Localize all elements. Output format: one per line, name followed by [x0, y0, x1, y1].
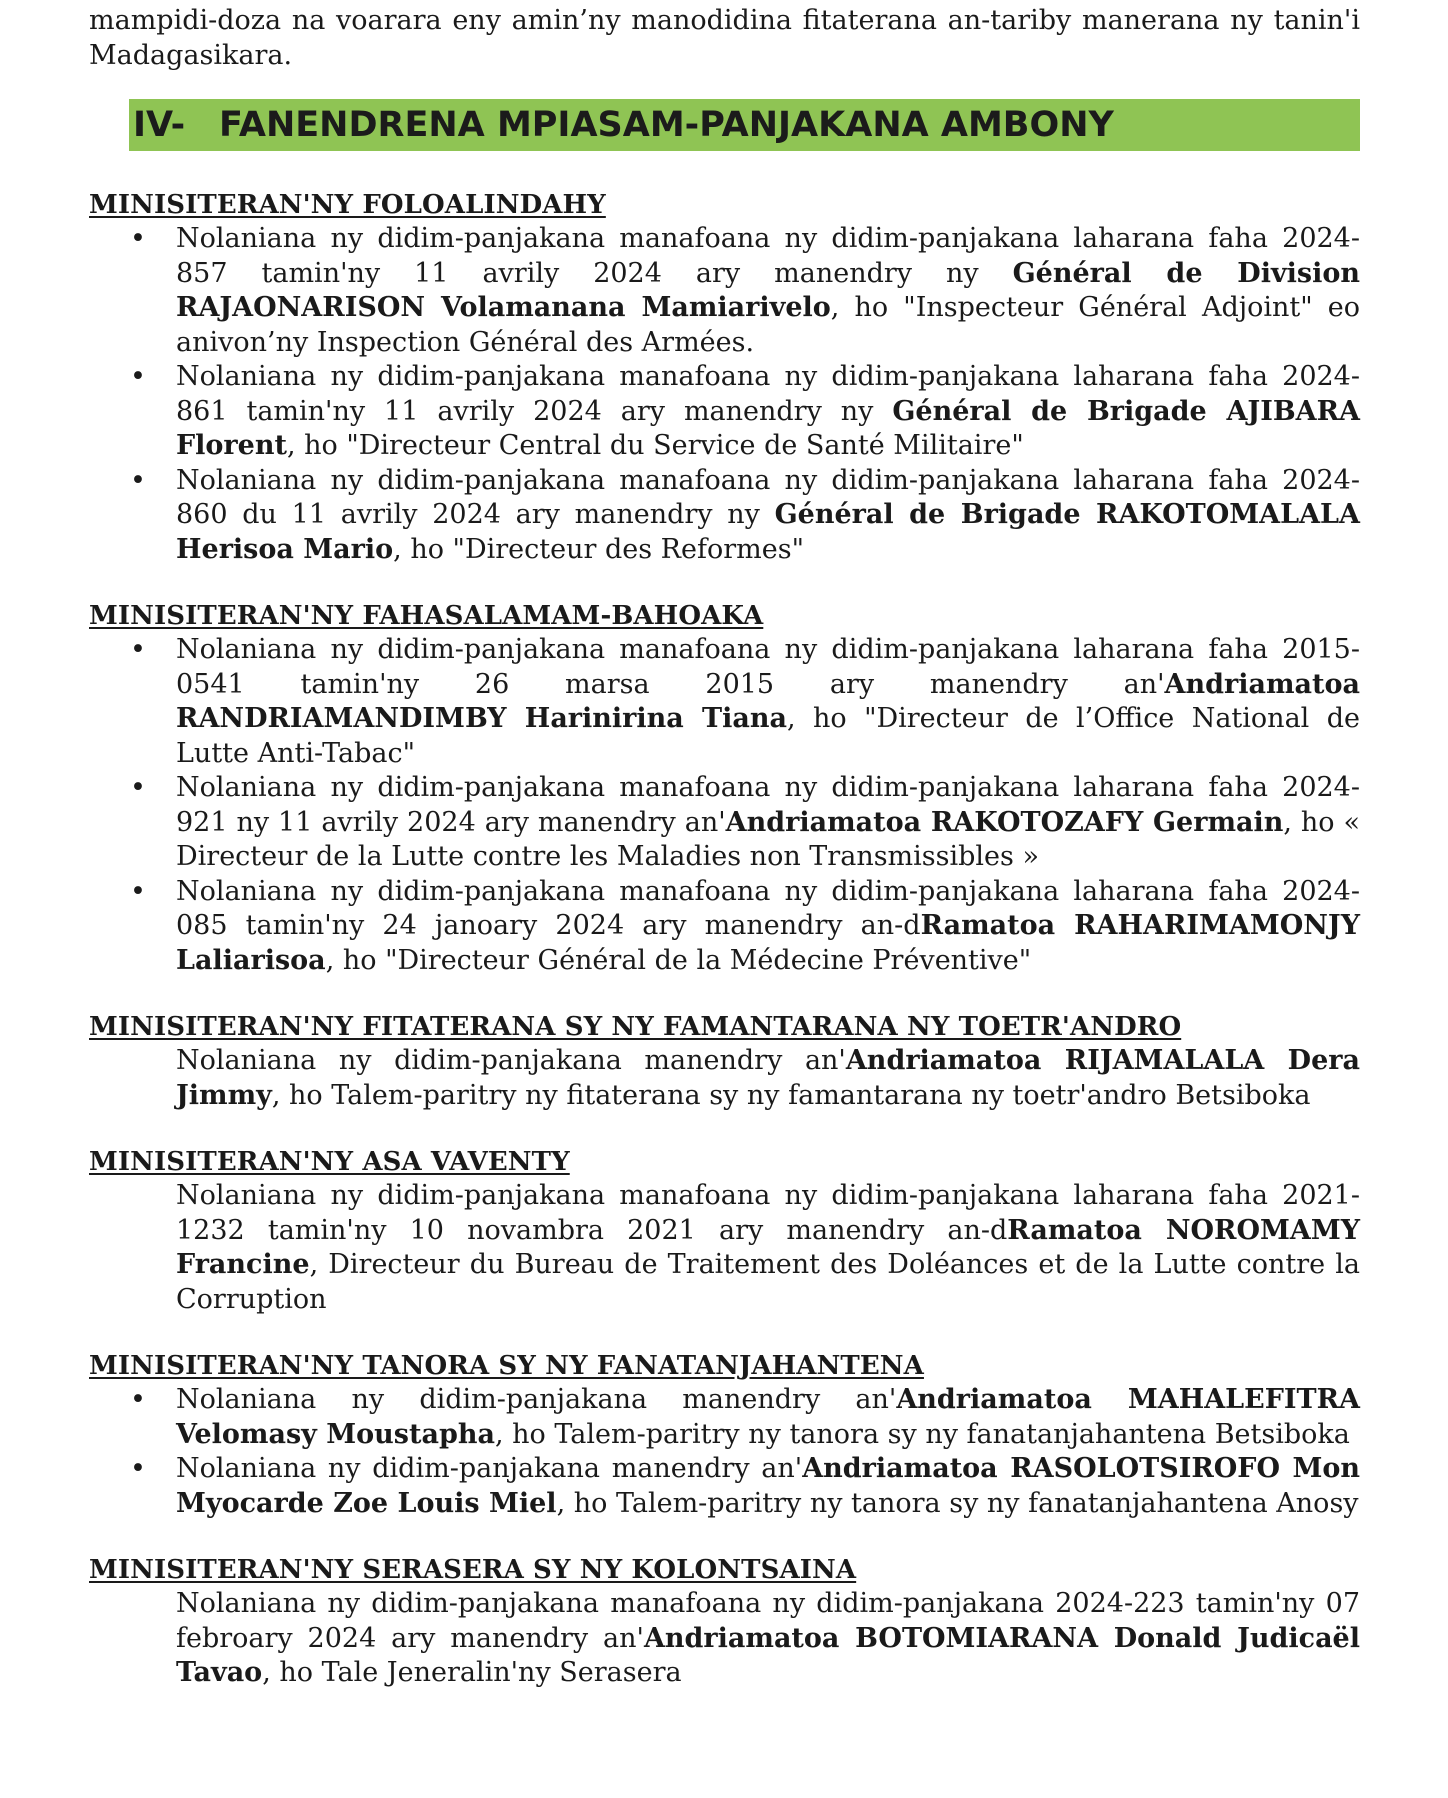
item-text: Nolaniana ny didim-panjakana manafoana ny didim-panjakana laharana faha 2024-857 tamin'ny 11 avrily 2024 ary manendry ny — [176, 223, 1360, 289]
list-item — [89, 875, 1360, 979]
bullet-icon: • — [130, 875, 146, 907]
item-text: , ho "Directeur de l’Office National de Lutte Anti-Tabac" — [176, 703, 1360, 769]
section-asa-vaventy — [89, 1146, 1360, 1317]
banner-title: FANENDRENA MPIASAM-PANJAKANA AMBONY — [219, 105, 1114, 145]
list-item — [89, 222, 1360, 360]
item-text: , ho "Directeur des Reformes" — [393, 533, 804, 565]
item-text: Nolaniana ny didim-panjakana manendry an' — [176, 1453, 803, 1484]
bullet-icon: • — [130, 464, 146, 496]
bullet-icon: • — [130, 1384, 146, 1415]
appointee-name: Général de Brigade RAKOTOMALALA Herisoa Mario — [176, 499, 1360, 565]
appointment-paragraph — [89, 1044, 1360, 1113]
section-heading: MINISITERAN'NY SERASERA SY NY KOLONTSAINA — [89, 1555, 857, 1585]
item-text: , ho "Directeur Central du Service de Santé Militaire" — [286, 430, 1024, 461]
appointee-name: Andriamatoa RIJAMALALA Dera Jimmy — [176, 1045, 1360, 1111]
section-tanora — [89, 1350, 1360, 1521]
item-text: , ho Tale Jeneralin'ny Serasera — [262, 1657, 682, 1688]
list-item — [89, 771, 1360, 875]
item-text: Nolaniana ny didim-panjakana manendry an' — [176, 1384, 897, 1415]
appointment-list — [89, 633, 1360, 978]
list-item — [89, 633, 1360, 771]
list-item — [89, 1383, 1360, 1452]
section-heading: MINISITERAN'NY ASA VAVENTY — [89, 1147, 570, 1177]
section-fahasalamam-bahoaka — [89, 600, 1360, 978]
appointment-list — [89, 222, 1360, 567]
appointee-name: Général de Brigade AJIBARA Florent — [176, 395, 1360, 461]
item-text: , ho Talem-paritry ny tanora sy ny fanatanjahantena Anosy — [556, 1487, 1359, 1519]
list-item — [89, 1452, 1360, 1521]
appointment-paragraph — [89, 1179, 1360, 1317]
bullet-icon: • — [130, 634, 146, 665]
section-heading: MINISITERAN'NY TANORA SY NY FANATANJAHANTENA — [89, 1351, 924, 1381]
appointee-name: Andriamatoa RANDRIAMANDIMBY Harinirina Tiana — [176, 668, 1360, 734]
item-text: Nolaniana ny didim-panjakana manafoana ny didim-panjakana laharana faha 2015-0541 tamin'ny 26 marsa 2015 ary manendry an' — [176, 634, 1360, 700]
appointee-name: Andriamatoa RAKOTOZAFY Germain — [725, 806, 1284, 838]
appointment-list — [89, 1383, 1360, 1521]
item-text: , ho Talem-paritry ny tanora sy ny fanatanjahantena Betsiboka — [494, 1418, 1350, 1450]
bullet-icon: • — [130, 1453, 146, 1484]
item-text: , ho Talem-paritry ny fitaterana sy ny famantarana ny toetr'andro Betsiboka — [271, 1079, 1311, 1111]
bullet-icon: • — [130, 772, 146, 803]
section-heading: MINISITERAN'NY FITATERANA SY NY FAMANTARANA NY TOETR'ANDRO — [89, 1012, 1182, 1042]
item-text: Nolaniana ny didim-panjakana manafoana ny didim-panjakana 2024-223 tamin'ny 07 febroary 2024 ary manendry an' — [176, 1588, 1360, 1654]
bullet-icon: • — [130, 361, 146, 392]
item-text: Nolaniana ny didim-panjakana manafoana ny didim-panjakana laharana faha 2024-860 du 11 avrily 2024 ary manendry ny — [176, 464, 1360, 530]
intro-paragraph: mampidi-doza na voarara eny amin’ny manodidina fitaterana an-tariby manerana ny tanin'i Madagasikara. — [89, 5, 1360, 71]
item-text: , ho « Directeur de la Lutte contre les Maladies non Transmissibles » — [176, 806, 1361, 872]
appointee-name: Général de Division RAJAONARISON Volamanana Mamiarivelo — [176, 257, 1360, 323]
section-heading: MINISITERAN'NY FOLOALINDAHY — [89, 190, 606, 220]
appointee-name: Andriamatoa BOTOMIARANA Donald Judicaël Tavao — [176, 1622, 1360, 1688]
appointment-paragraph — [89, 1587, 1360, 1691]
bullet-icon: • — [130, 223, 146, 254]
item-text: , ho "Directeur Général de la Médecine Préventive" — [325, 944, 1032, 976]
section-banner — [129, 99, 1360, 151]
appointee-name: Ramatoa NOROMAMY Francine — [176, 1214, 1360, 1280]
section-heading: MINISITERAN'NY FAHASALAMAM-BAHOAKA — [89, 601, 764, 631]
section-fitaterana — [89, 1011, 1360, 1113]
appointee-name: Ramatoa RAHARIMAMONJY Laliarisoa — [176, 910, 1360, 976]
item-text: Nolaniana ny didim-panjakana manafoana ny didim-panjakana laharana faha 2024-921 ny 11 avrily 2024 ary manendry an' — [176, 772, 1360, 838]
item-text: , Directeur du Bureau de Traitement des Doléances et de la Lutte contre la Corruption — [176, 1249, 1360, 1315]
item-text: Nolaniana ny didim-panjakana manafoana ny didim-panjakana laharana faha 2024-861 tamin'ny 11 avrily 2024 ary manendry ny — [176, 361, 1360, 427]
section-foloalindahy — [89, 189, 1360, 567]
banner-number: IV- — [133, 105, 186, 145]
item-text: Nolaniana ny didim-panjakana manendry an' — [176, 1045, 846, 1076]
list-item — [89, 464, 1360, 568]
item-text: Nolaniana ny didim-panjakana manafoana ny didim-panjakana laharana faha 2024-085 tamin'ny 24 janoary 2024 ary manendry an-d — [176, 875, 1360, 941]
list-item — [89, 360, 1360, 464]
appointee-name: Andriamatoa MAHALEFITRA Velomasy Moustapha — [176, 1384, 1361, 1450]
item-text: Nolaniana ny didim-panjakana manafoana ny didim-panjakana laharana faha 2021-1232 tamin'ny 10 novambra 2021 ary manendry an-d — [176, 1180, 1360, 1246]
appointee-name: Andriamatoa RASOLOTSIROFO Mon Myocarde Zoe Louis Miel — [176, 1453, 1361, 1519]
section-serasera — [89, 1554, 1360, 1691]
item-text: , ho "Inspecteur Général Adjoint" eo anivon’ny Inspection Général des Armées. — [176, 292, 1361, 358]
